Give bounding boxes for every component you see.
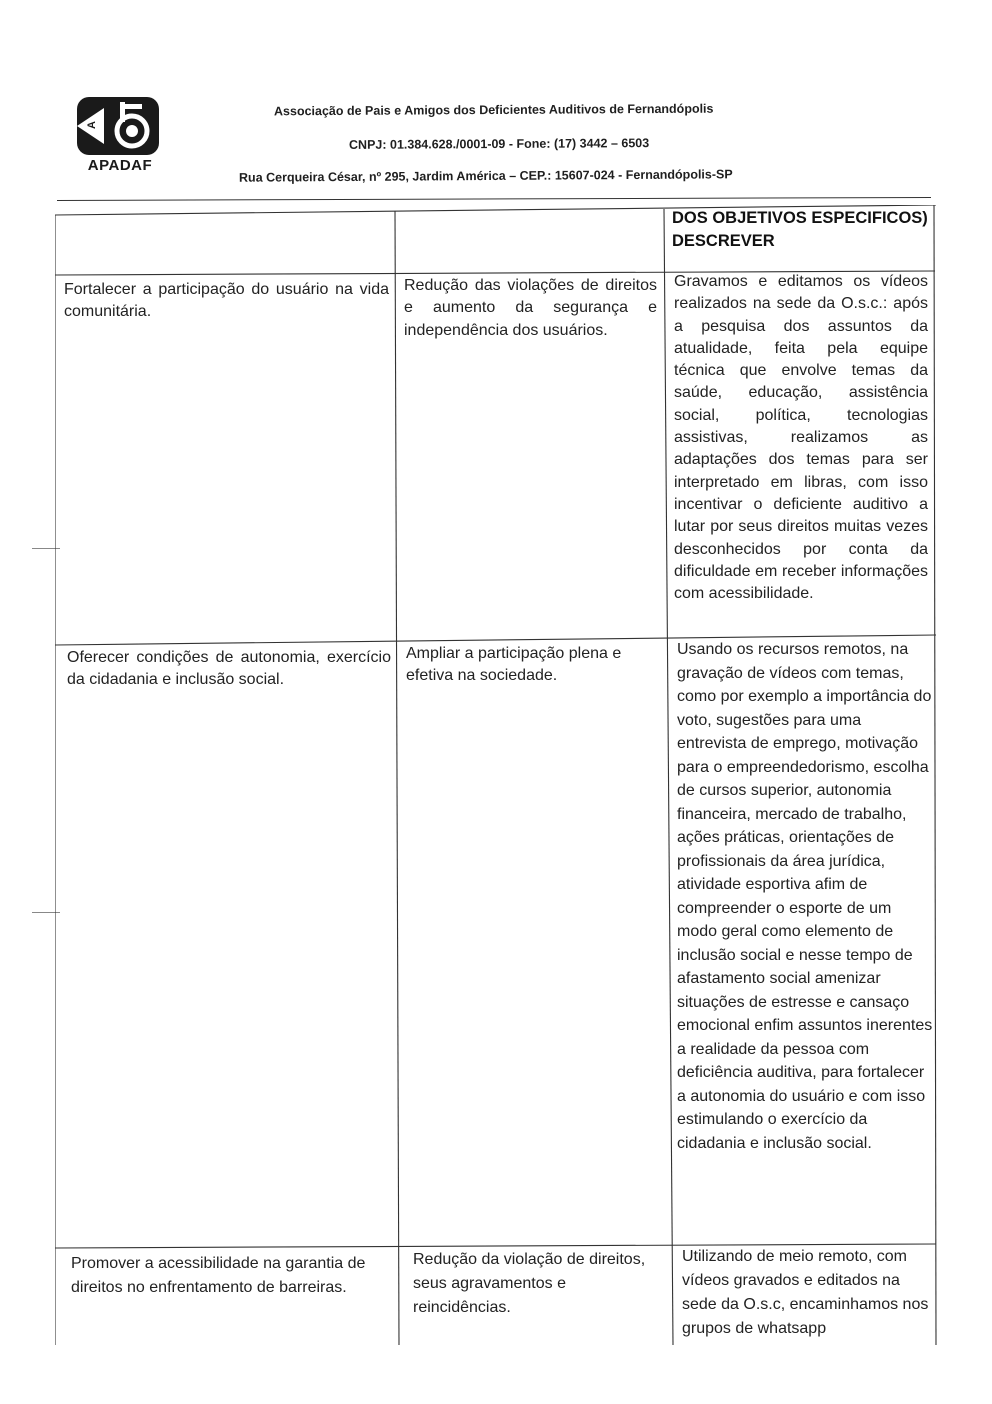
objectives-table	[55, 205, 937, 1345]
address: Rua Cerqueira César, nº 295, Jardim América – CEP.: 15607-024 - Fernandópolis-SP	[238, 167, 733, 185]
ear-symbol-icon	[74, 96, 162, 158]
row2-result: Ampliar a participação plena e efetiva na sociedade.	[406, 645, 622, 685]
apadaf-logo	[72, 96, 168, 178]
header-cell-description: DOS OBJETIVOS ESPECIFICOS) DESCREVER	[672, 209, 928, 250]
svg-text:A: A	[86, 121, 98, 129]
organization-name: Associação de Pais e Amigos dos Deficientes Auditivos de Fernandópolis	[273, 101, 714, 119]
row1-description: Gravamos e editamos os vídeos realizados na sede da O.s.c.: após a pesquisa dos assuntos da atualidade, feita pela equipe técnica que envolve temas da saúde, educação, assistência social, política, tecnologias assistivas, realizamos as adaptações dos temas para ser interpretado em libras, com isso incentivar o deficiente auditivo a lutar por seus direitos muitas vezes desconhecidos por conta da dificuldade em receber informações com acessibilidade.	[674, 273, 928, 603]
logo-wordmark: APADAF	[87, 157, 153, 174]
cnpj-phone: CNPJ: 01.384.628./0001-09 - Fone: (17) 3442 – 6503	[348, 136, 650, 152]
row1-result: Redução das violações de direitos e aumento da segurança e independência dos usuários.	[404, 277, 657, 339]
header-rule	[57, 197, 931, 201]
row2-objective: Oferecer condições de autonomia, exercício da cidadania e inclusão social.	[67, 649, 391, 689]
row1-objective: Fortalecer a participação do usuário na vida comunitária.	[64, 281, 389, 321]
row3-result: Redução da violação de direitos, seus agravamentos e reincidências.	[413, 1251, 646, 1316]
row3-objective: Promover a acessibilidade na garantia de direitos no enfrentamento de barreiras.	[71, 1255, 366, 1296]
row3-description: Utilizando de meio remoto, com vídeos gravados e editados na sede da O.s.c, encaminhamos nos grupos de whatsapp	[682, 1248, 929, 1337]
letterhead	[0, 0, 992, 210]
row2-description: Usando os recursos remotos, na gravação de vídeos com temas, como por exemplo a importância do voto, sugestões para uma entrevista de emprego, motivação para o empreendedorismo, escolha de cursos superior, autonomia financeira, mercado de trabalho, ações práticas, orientações de profissionais da área jurídica, atividade esportiva afim de compreender o esporte de um modo geral como elemento de inclusão social e nesse tempo de afastamento social amenizar situações de estresse e cansaço emocional enfim assuntos inerentes a realidade da pessoa com deficiência auditiva, para fortalecer a autonomia do usuário e com isso estimulando o exercício da cidadania e inclusão social.	[677, 641, 933, 1152]
